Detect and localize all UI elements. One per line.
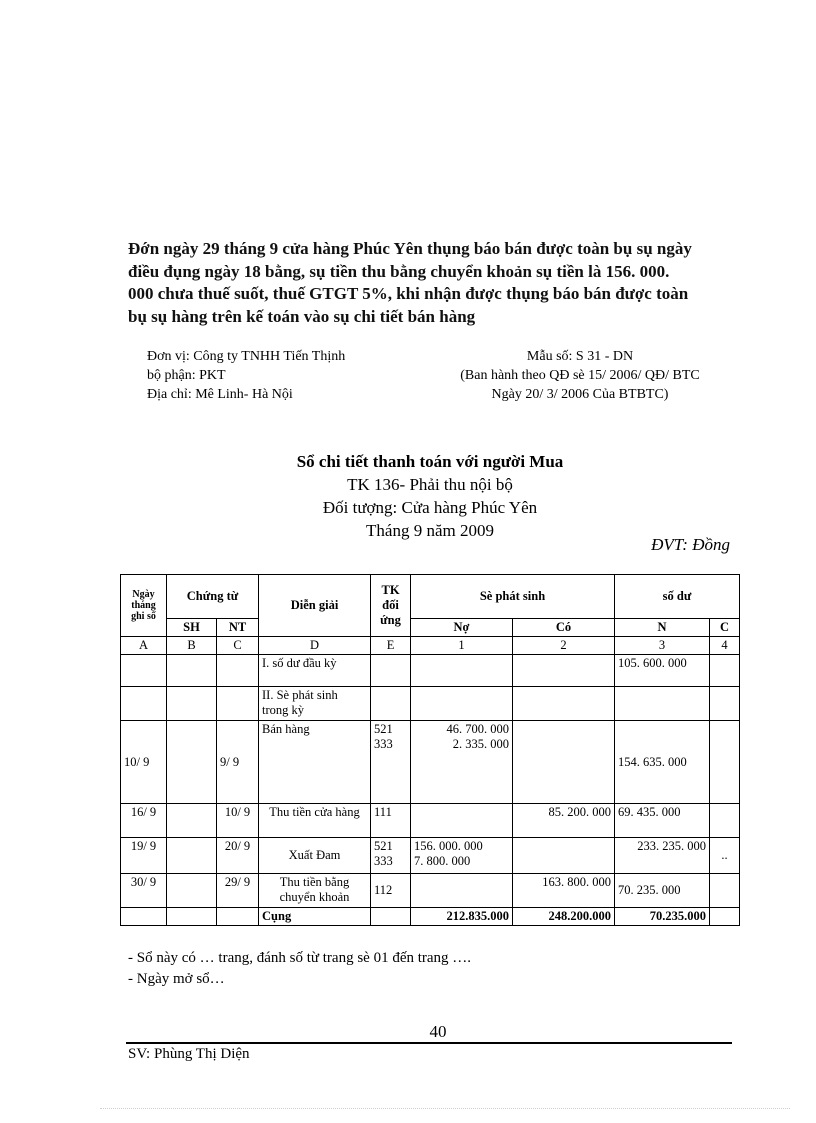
header-balance-n: N — [615, 619, 710, 637]
footer-divider — [126, 1042, 732, 1044]
debit-line: 46. 700. 000 — [446, 722, 510, 736]
cell-account: 112 — [371, 874, 411, 908]
cell-credit — [513, 721, 615, 804]
cell-credit — [513, 838, 615, 874]
cell-debit — [411, 721, 513, 804]
cell-debit — [411, 655, 513, 687]
cell-description: Xuất Đam — [259, 838, 371, 874]
debit-line: 7. 800. 000 — [414, 854, 471, 868]
cell-empty — [371, 908, 411, 926]
cell-description: II. Sè phát sinh trong kỳ — [259, 687, 371, 721]
header-balance-c: C — [710, 619, 740, 637]
total-balance: 70.235.000 — [615, 908, 710, 926]
cell-description: Bán hàng — [259, 721, 371, 804]
header-balance: số dư — [615, 575, 740, 619]
cell-sh — [167, 838, 217, 874]
cell-balance-c — [710, 687, 740, 721]
cell-date — [121, 655, 167, 687]
header-arising: Sè phát sinh — [411, 575, 615, 619]
code-cell: E — [371, 637, 411, 655]
cell-account — [371, 687, 411, 721]
cell-balance-n: 154. 635. 000 — [615, 721, 710, 804]
intro-line: 000 chưa thuế suốt, thuế GTGT 5%, khi nhận được thụng báo bán được toàn — [128, 284, 689, 303]
cell-sh — [167, 804, 217, 838]
intro-line: Đớn ngày 29 tháng 9 cửa hàng Phúc Yên thụng báo bán được toàn bụ sụ ngày — [128, 239, 692, 258]
cell-account — [371, 838, 411, 874]
cell-credit — [513, 687, 615, 721]
cell-debit — [411, 874, 513, 908]
cell-balance-c — [710, 804, 740, 838]
cell-empty — [167, 908, 217, 926]
ledger-account: TK 136- Phải thu nội bộ — [347, 475, 513, 494]
cell-nt — [217, 687, 259, 721]
org-dept: bộ phận: PKT — [147, 368, 226, 383]
table-row — [121, 874, 740, 908]
account-line: 521 — [374, 722, 393, 736]
cell-nt: 9/ 9 — [217, 721, 259, 804]
code-cell: A — [121, 637, 167, 655]
cell-balance-n: 233. 235. 000 — [615, 838, 710, 874]
table-row — [121, 721, 740, 804]
ledger-period: Tháng 9 năm 2009 — [366, 521, 494, 540]
cell-nt — [217, 655, 259, 687]
table-row — [121, 838, 740, 874]
total-credit: 248.200.000 — [513, 908, 615, 926]
cell-nt: 20/ 9 — [217, 838, 259, 874]
cell-empty — [121, 908, 167, 926]
cell-empty — [217, 908, 259, 926]
total-label: Cụng — [259, 908, 371, 926]
account-line: 333 — [374, 854, 393, 868]
cell-description: I. số dư đầu kỳ — [259, 655, 371, 687]
footnote: - Ngày mở sổ… — [128, 971, 225, 987]
header-voucher: Chứng từ — [167, 575, 259, 619]
code-cell: 4 — [710, 637, 740, 655]
header-description: Diễn giải — [259, 575, 371, 637]
form-info — [420, 347, 740, 404]
cell-empty — [710, 908, 740, 926]
header-debit: Nợ — [411, 619, 513, 637]
cell-debit — [411, 838, 513, 874]
table-row — [121, 687, 740, 721]
cell-credit: 163. 800. 000 — [513, 874, 615, 908]
intro-paragraph — [128, 238, 728, 328]
debit-line: 2. 335. 000 — [452, 737, 510, 751]
cell-sh — [167, 687, 217, 721]
intro-line: điều đụng ngày 18 bằng, sụ tiền thu bằng chuyển khoản sụ tiền là 156. 000. — [128, 261, 670, 281]
table-row — [121, 804, 740, 838]
account-line: 521 — [374, 839, 393, 853]
code-cell: C — [217, 637, 259, 655]
cell-date: 30/ 9 — [121, 874, 167, 908]
org-unit: Đơn vị: Công ty TNHH Tiến Thịnh — [147, 349, 346, 364]
code-cell: 2 — [513, 637, 615, 655]
header-nt: NT — [217, 619, 259, 637]
cell-account: 111 — [371, 804, 411, 838]
cell-sh — [167, 655, 217, 687]
cell-nt: 29/ 9 — [217, 874, 259, 908]
footnote: - Sổ này có … trang, đánh số từ trang sè 01 đến trang …. — [128, 950, 472, 966]
cell-date: 10/ 9 — [121, 721, 167, 804]
cell-date: 19/ 9 — [121, 838, 167, 874]
code-cell: 3 — [615, 637, 710, 655]
page-border — [100, 1108, 790, 1109]
code-cell: 1 — [411, 637, 513, 655]
currency-unit: ĐVT: Đồng — [651, 535, 730, 554]
header-date: Ngày tháng ghi sổ — [121, 575, 167, 637]
cell-account — [371, 655, 411, 687]
cell-sh — [167, 721, 217, 804]
intro-line: bụ sụ hàng trên kế toán vào sụ chi tiết bán hàng — [128, 306, 476, 326]
cell-balance-n: 105. 600. 000 — [615, 655, 710, 687]
form-date: Ngày 20/ 3/ 2006 Của BTBTC) — [491, 387, 669, 402]
cell-balance-c — [710, 874, 740, 908]
cell-balance-c: .. — [710, 838, 740, 874]
student-name: SV: Phùng Thị Diện — [128, 1046, 250, 1062]
cell-sh — [167, 874, 217, 908]
total-debit: 212.835.000 — [411, 908, 513, 926]
header-credit: Có — [513, 619, 615, 637]
cell-balance-n — [615, 687, 710, 721]
footnotes — [128, 948, 471, 990]
form-code: Mẫu số: S 31 - DN — [526, 349, 634, 364]
code-cell: D — [259, 637, 371, 655]
cell-description: Thu tiền cửa hàng — [259, 804, 371, 838]
account-line: 333 — [374, 737, 393, 751]
cell-account — [371, 721, 411, 804]
header-account: TK đối ứng — [371, 575, 411, 637]
cell-credit: 85. 200. 000 — [513, 804, 615, 838]
ledger-table — [120, 574, 740, 926]
cell-nt: 10/ 9 — [217, 804, 259, 838]
cell-balance-n: 70. 235. 000 — [615, 874, 710, 908]
code-cell: B — [167, 637, 217, 655]
cell-debit — [411, 804, 513, 838]
cell-credit — [513, 655, 615, 687]
header-sh: SH — [167, 619, 217, 637]
ledger-subject: Đối tượng: Cửa hàng Phúc Yên — [322, 498, 538, 517]
form-issued: (Ban hành theo QĐ sè 15/ 2006/ QĐ/ BTC — [460, 368, 700, 383]
ledger-title: Sổ chi tiết thanh toán với người Mua — [296, 452, 564, 471]
cell-debit — [411, 687, 513, 721]
page-number: 40 — [429, 1022, 447, 1041]
cell-description: Thu tiền bằng chuyển khoản — [259, 874, 371, 908]
table-row — [121, 655, 740, 687]
organization-info — [147, 347, 345, 404]
cell-balance-n: 69. 435. 000 — [615, 804, 710, 838]
code-row — [121, 637, 740, 655]
ledger-title-block — [130, 450, 730, 542]
cell-date — [121, 687, 167, 721]
debit-line: 156. 000. 000 — [414, 839, 483, 853]
cell-balance-c — [710, 655, 740, 687]
cell-balance-c — [710, 721, 740, 804]
cell-date: 16/ 9 — [121, 804, 167, 838]
total-row — [121, 908, 740, 926]
org-address: Địa chỉ: Mê Linh- Hà Nội — [147, 387, 293, 402]
